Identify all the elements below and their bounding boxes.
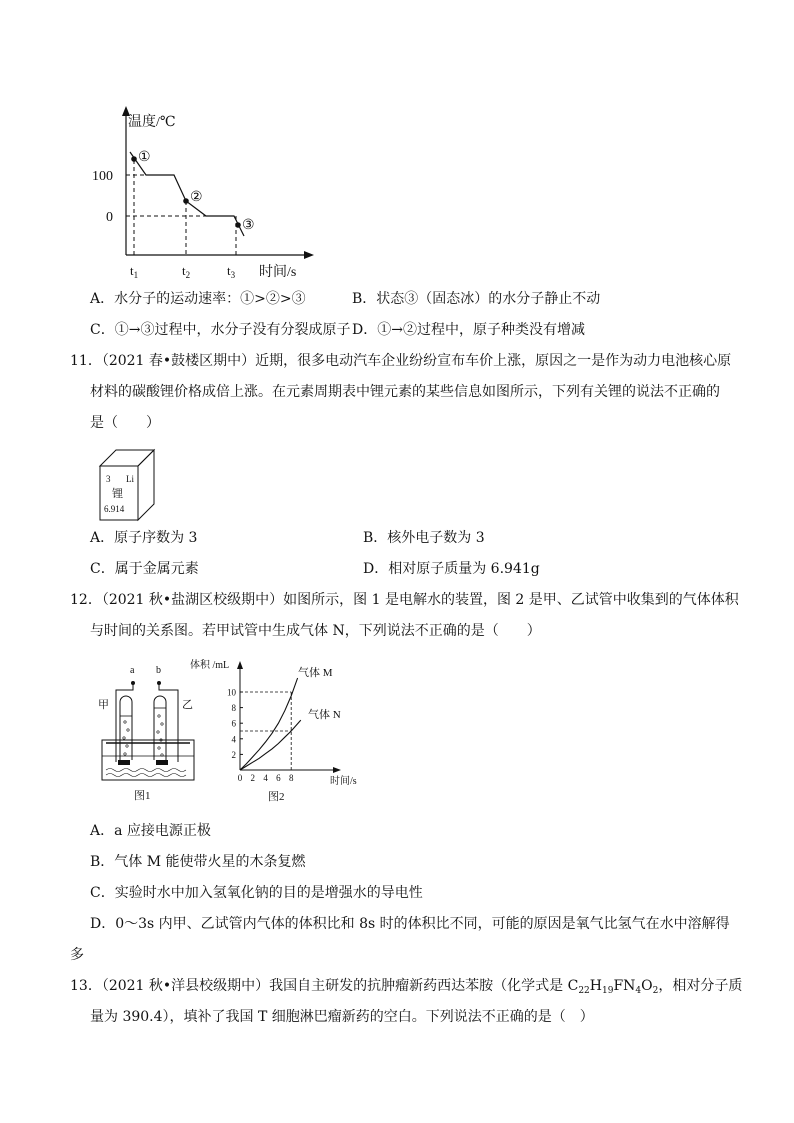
x-tick-label: 8 [288, 773, 294, 783]
y-tick-label: 4 [231, 734, 236, 745]
q11-stem-line3: 是（ ） [90, 415, 160, 431]
volume-axis-label: 体积 /mL [190, 660, 230, 671]
volume-axis-arrow [237, 661, 243, 669]
water-hatching [106, 769, 186, 777]
q11-option-a: A．原子序数为 3 [90, 530, 198, 546]
q13-stem-line2: 量为 390.4），填补了我国 T 细胞淋巴瘤新药的空白。下列说法不正确的是（ ） [90, 1009, 594, 1025]
q12-option-a: A．a 应接电源正极 [90, 823, 211, 839]
tick-100: 100 [92, 169, 113, 184]
tube-yi [154, 696, 166, 760]
q11-stem-line1: 11．（2021 春•鼓楼区期中）近期，很多电动汽车企业纷纷宣布车价上涨，原因之一是作为动力电池核心原 [70, 353, 732, 369]
q10-option-d: D．①→②过程中，原子种类没有增减 [352, 322, 585, 338]
y-axis-label: 温度/℃ [128, 115, 176, 130]
x-tick-label: 2 [250, 773, 256, 783]
x-axis-arrow [304, 251, 314, 259]
electrolysis-apparatus-figure [94, 660, 204, 806]
element-symbol: Li [126, 474, 134, 484]
y-tick-label: 6 [231, 718, 236, 729]
q10-option-b: B．状态③（固态冰）的水分子静止不动 [352, 291, 601, 307]
q10-option-a: A．水分子的运动速率：①>②>③ [90, 291, 306, 307]
figure-2-caption: 图2 [268, 791, 285, 803]
element-name: 锂 [112, 488, 123, 500]
x-tick-label: 4 [263, 773, 268, 783]
state-2-point [183, 198, 189, 204]
q12-option-d-line1: D．0～3s 内甲、乙试管内气体的体积比和 8s 时的体积比不同，可能的原因是氧气比氢气在水中溶解得 [90, 916, 730, 932]
tick-t3: $t_3$ [227, 263, 236, 280]
q11-option-d: D．相对原子质量为 6.941g [363, 561, 540, 577]
state-1-point [131, 156, 137, 162]
tube-yi-label: 乙 [182, 699, 193, 711]
tick-t2: $t_2$ [182, 263, 191, 280]
electrode-a-label: a [130, 665, 135, 676]
gas-volume-chart [190, 652, 360, 803]
y-tick-label: 2 [231, 749, 236, 760]
electrode-jia [118, 760, 130, 765]
q11-option-c: C．属于金属元素 [90, 561, 199, 577]
tick-0: 0 [106, 210, 113, 225]
y-tick-label: 10 [227, 687, 236, 698]
q10-option-c: C．①→③过程中，水分子没有分裂成原子 [90, 322, 351, 338]
marker-3: ③ [242, 218, 255, 233]
x-axis-label: 时间/s [259, 265, 297, 280]
electrode-yi [156, 760, 168, 765]
bubbles [123, 715, 163, 756]
wire-a [116, 683, 133, 762]
tube-jia [120, 696, 132, 760]
electrode-b-label: b [156, 665, 161, 676]
time-axis-arrow [333, 767, 341, 773]
marker-2: ② [190, 190, 203, 205]
q12-stem-line1: 12．（2021 秋•盐湖区校级期中）如图所示，图 1 是电解水的装置，图 2 是甲、乙试管中收集到的气体体积 [70, 592, 739, 608]
gas-m-label: 气体 M [298, 667, 333, 679]
gas-n-label: 气体 N [308, 709, 341, 721]
q12-option-d-line2: 多 [70, 947, 84, 963]
tick-t1: $t_1$ [130, 263, 139, 280]
time-axis-label: 时间/s [330, 776, 357, 787]
atomic-mass: 6.914 [104, 504, 125, 514]
wire-b [159, 683, 178, 762]
q11-option-b: B．核外电子数为 3 [363, 530, 485, 546]
cell-side-face [138, 450, 154, 520]
atomic-number: 3 [106, 474, 111, 484]
state-3-point [235, 222, 241, 228]
marker-1: ① [138, 150, 151, 165]
q12-stem-line2: 与时间的关系图。若甲试管中生成气体 N，下列说法不正确的是（ ） [90, 623, 541, 639]
gas-n-curve [240, 720, 301, 770]
q13-stem-line1: 13．（2021 秋•洋县校级期中）我国自主研发的抗肿瘤新药西达苯胺（化学式是 $C_{22}H_{19}FN_4O_2$，相对分子质 [70, 978, 743, 996]
q12-option-c: C．实验时水中加入氢氧化钠的目的是增强水的导电性 [90, 885, 423, 901]
y-tick-label: 8 [231, 703, 236, 714]
figure-1-caption: 图1 [134, 790, 151, 802]
q11-stem-line2: 材料的碳酸锂价格成倍上涨。在元素周期表中锂元素的某些信息如图所示，下列有关锂的说法不正确的 [90, 384, 720, 400]
q12-option-b: B．气体 M 能使带火星的木条复燃 [90, 854, 306, 870]
x-tick-label: 0 [237, 773, 243, 783]
gas-m-curve [240, 678, 298, 770]
tube-jia-label: 甲 [98, 699, 109, 711]
x-tick-label: 6 [276, 773, 281, 783]
lithium-element-cell [96, 446, 158, 522]
temperature-time-graph [88, 100, 328, 285]
